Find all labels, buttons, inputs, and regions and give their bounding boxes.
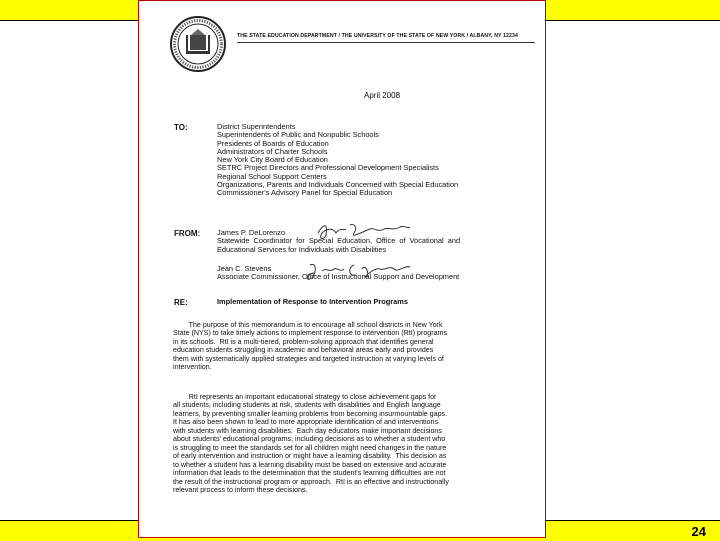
- recipient: Regional School Support Centers: [217, 171, 327, 181]
- recipient-list: [217, 123, 535, 198]
- text-line: about students' educational programs, including decisions as to whether a student who: [173, 435, 446, 444]
- text-line: State (NYS) to take timely actions to implement response to intervention (RtI) programs: [173, 329, 448, 338]
- recipient: Commissioner's Advisory Panel for Special Education: [217, 188, 393, 198]
- paragraph-purpose: [173, 321, 535, 372]
- from-label: FROM:: [174, 229, 201, 238]
- memo-document: [138, 0, 546, 538]
- re-subject: Implementation of Response to Intervention Programs: [217, 297, 408, 306]
- recipient: SETRC Project Directors and Professional Development Specialists: [217, 163, 439, 173]
- text-line: education students struggling in academic and behavioral areas early and provides: [173, 346, 434, 355]
- from-line: Statewide Coordinator for Special Education, Office of Vocational and: [217, 236, 461, 246]
- text-line: information that leads to the determination that the student's learning difficulties are not: [173, 469, 446, 478]
- text-line: is struggling to meet the standards set for all children might need changes in the nature: [173, 443, 447, 452]
- text-line: It has also been shown to lead to more appropriate identification of and interventions: [173, 418, 439, 427]
- signature-delorenzo: [314, 219, 414, 243]
- text-line: in its schools. RtI is a multi-tiered, problem-solving approach that identifies general: [173, 337, 434, 346]
- text-line: the result of the instructional program or approach. RtI is an effective and instructionally: [173, 477, 449, 486]
- from-line: Associate Commissioner, Office of Instructional Support and Development: [217, 272, 460, 282]
- text-line: learners, by preventing smaller learning problems from becoming insurmountable gaps.: [173, 409, 448, 418]
- letterhead-rule: [237, 42, 535, 43]
- memo-date: April 2008: [364, 91, 401, 100]
- text-line: to whether a student has a learning disability must be based on extensive and accurate: [173, 460, 447, 469]
- recipient: Administrators of Charter Schools: [217, 146, 328, 156]
- recipient: Presidents of Boards of Education: [217, 138, 329, 148]
- text-line: with students with learning disabilities. Each day educators make important decisions: [173, 426, 442, 435]
- to-label: TO:: [174, 123, 188, 132]
- signature-stevens: [304, 259, 414, 283]
- text-line: them with systematically applied strategies and targeted instruction at varying levels of: [173, 354, 444, 363]
- paragraph-rti: [173, 393, 535, 494]
- text-line: of early intervention and instruction or might have a learning disability. This decision as: [173, 452, 447, 461]
- recipient: Superintendents of Public and Nonpublic Schools: [217, 130, 379, 140]
- text-line: intervention.: [173, 363, 212, 372]
- page-number: 24: [691, 524, 706, 539]
- text-line: relevant process to inform these decisions.: [173, 485, 308, 494]
- from-line: Jean C. Stevens: [217, 263, 272, 273]
- state-seal-icon: [169, 15, 227, 73]
- text-line: all students, including students at risk, students with disabilities and English language: [173, 401, 441, 410]
- recipient: Organizations, Parents and Individuals Concerned with Special Education: [217, 180, 459, 190]
- from-line: Educational Services for Individuals with Disabilities: [217, 244, 387, 254]
- letterhead: THE STATE EDUCATION DEPARTMENT / THE UNIVERSITY OF THE STATE OF NEW YORK / ALBANY, NY 12234: [237, 33, 518, 39]
- text-line: The purpose of this memorandum is to encourage all school districts in New York: [173, 321, 443, 329]
- recipient: District Superintendents: [217, 122, 296, 131]
- from-line: James P. DeLorenzo: [217, 228, 286, 237]
- recipient: New York City Board of Education: [217, 155, 328, 165]
- re-label: RE:: [174, 298, 188, 307]
- text-line: RtI represents an important educational strategy to close achievement gaps for: [173, 393, 437, 401]
